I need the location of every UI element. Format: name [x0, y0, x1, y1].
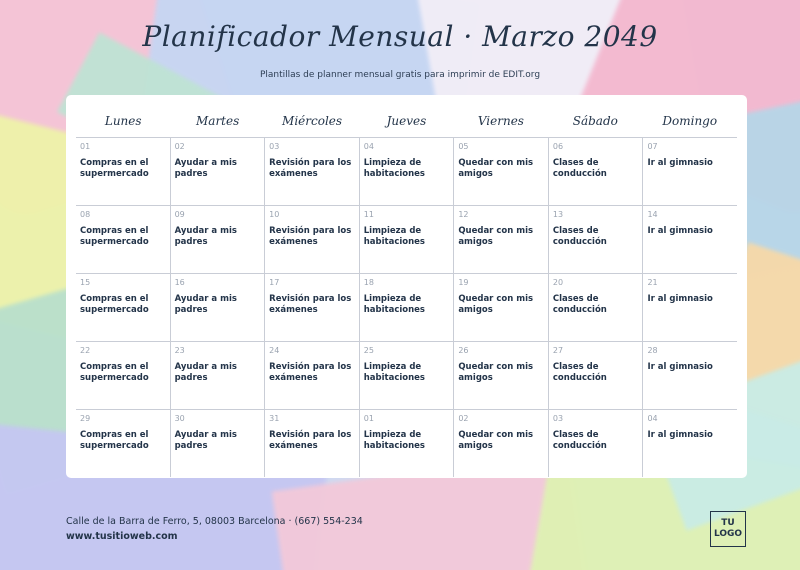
- day-task: Ayudar a mis padres: [174, 430, 237, 451]
- day-task: Compras en el supermercado: [80, 430, 149, 451]
- day-task: Limpieza de habitaciones: [363, 294, 425, 315]
- day-number: 08: [80, 210, 91, 219]
- day-task: Ir al gimnasio: [647, 294, 713, 304]
- day-number: 10: [269, 210, 280, 219]
- day-task: Quedar con mis amigos: [458, 294, 534, 315]
- weekday-header: Martes: [196, 114, 240, 128]
- calendar-week-row: [76, 273, 737, 341]
- day-number: 04: [363, 142, 374, 151]
- day-task: Ayudar a mis padres: [174, 294, 237, 315]
- day-task: Limpieza de habitaciones: [363, 362, 425, 383]
- day-number: 09: [174, 210, 185, 219]
- day-cell: [264, 138, 359, 205]
- day-task: Quedar con mis amigos: [458, 226, 534, 247]
- day-cell: [453, 410, 548, 477]
- day-cell: [642, 138, 737, 205]
- day-number: 03: [269, 142, 280, 151]
- day-cell: [642, 206, 737, 273]
- day-cell: [170, 138, 265, 205]
- day-cell: [76, 410, 170, 477]
- day-number: 06: [552, 142, 564, 151]
- day-number: 26: [458, 346, 469, 355]
- day-task: Clases de conducción: [552, 430, 607, 451]
- day-task: Ir al gimnasio: [647, 362, 713, 372]
- page-title: Planificador Mensual · Marzo 2049: [142, 20, 658, 53]
- logo-text-line2: LOGO: [713, 529, 743, 539]
- day-number: 27: [552, 346, 564, 355]
- day-cell: [642, 342, 737, 409]
- day-number: 24: [269, 346, 280, 355]
- day-task: Clases de conducción: [552, 158, 607, 179]
- weekday-header: Viernes: [477, 114, 524, 128]
- calendar-grid: [76, 105, 737, 477]
- footer-address: Calle de la Barra de Ferro, 5, 08003 Barcelona · (667) 554-234: [66, 516, 363, 527]
- day-cell: [359, 410, 454, 477]
- day-cell: [642, 274, 737, 341]
- day-task: Quedar con mis amigos: [458, 362, 534, 383]
- calendar-week-row: [76, 137, 737, 205]
- logo-placeholder: [710, 511, 746, 547]
- day-cell: [76, 206, 170, 273]
- day-number: 25: [363, 346, 374, 355]
- day-cell: [453, 274, 548, 341]
- day-cell: [548, 138, 643, 205]
- day-task: Revisión para los exámenes: [269, 158, 352, 179]
- day-task: Limpieza de habitaciones: [363, 158, 425, 179]
- day-number: 23: [174, 346, 185, 355]
- day-cell: [642, 410, 737, 477]
- day-number: 18: [363, 278, 374, 287]
- day-task: Ir al gimnasio: [647, 226, 713, 236]
- day-number: 29: [80, 414, 91, 423]
- weekday-header: Domingo: [662, 114, 718, 128]
- weekday-header: Jueves: [386, 114, 427, 128]
- day-number: 31: [269, 414, 280, 423]
- day-task: Revisión para los exámenes: [269, 430, 352, 451]
- day-task: Compras en el supermercado: [80, 226, 149, 247]
- day-task: Ayudar a mis padres: [174, 158, 237, 179]
- day-cell: [264, 206, 359, 273]
- weekday-header: Sábado: [572, 114, 618, 128]
- day-number: 22: [80, 346, 91, 355]
- day-number: 13: [552, 210, 564, 219]
- day-cell: [359, 274, 454, 341]
- day-number: 01: [80, 142, 91, 151]
- day-cell: [453, 206, 548, 273]
- day-task: Clases de conducción: [552, 294, 607, 315]
- day-task: Ir al gimnasio: [647, 158, 713, 168]
- day-task: Revisión para los exámenes: [269, 294, 352, 315]
- day-cell: [76, 274, 170, 341]
- day-cell: [453, 138, 548, 205]
- day-task: Quedar con mis amigos: [458, 430, 534, 451]
- day-cell: [548, 410, 643, 477]
- day-cell: [264, 342, 359, 409]
- day-number: 16: [174, 278, 185, 287]
- footer-website: www.tusitioweb.com: [66, 531, 178, 542]
- day-cell: [170, 342, 265, 409]
- day-cell: [264, 274, 359, 341]
- day-number: 11: [363, 210, 374, 219]
- day-cell: [359, 138, 454, 205]
- day-cell: [548, 206, 643, 273]
- day-number: 02: [458, 414, 469, 423]
- day-number: 28: [647, 346, 658, 355]
- day-cell: [170, 274, 265, 341]
- day-number: 07: [647, 142, 658, 151]
- day-number: 05: [458, 142, 469, 151]
- day-task: Revisión para los exámenes: [269, 226, 352, 247]
- day-number: 04: [647, 414, 658, 423]
- day-cell: [264, 410, 359, 477]
- day-number: 01: [363, 414, 374, 423]
- day-number: 30: [174, 414, 185, 423]
- day-cell: [453, 342, 548, 409]
- day-task: Clases de conducción: [552, 226, 607, 247]
- day-task: Quedar con mis amigos: [458, 158, 534, 179]
- day-number: 17: [269, 278, 280, 287]
- weekday-header: Miércoles: [282, 114, 343, 128]
- day-cell: [170, 206, 265, 273]
- day-cell: [76, 342, 170, 409]
- day-task: Compras en el supermercado: [80, 158, 149, 179]
- day-task: Ayudar a mis padres: [174, 362, 237, 383]
- day-cell: [170, 410, 265, 477]
- calendar-week-row: [76, 341, 737, 409]
- calendar-week-row: [76, 409, 737, 477]
- day-number: 19: [458, 278, 469, 287]
- calendar-weeks: [76, 137, 737, 477]
- day-task: Compras en el supermercado: [80, 362, 149, 383]
- day-cell: [359, 206, 454, 273]
- day-number: 12: [458, 210, 469, 219]
- day-number: 21: [647, 278, 658, 287]
- weekday-header-row: [76, 105, 737, 137]
- day-number: 20: [552, 278, 564, 287]
- day-task: Limpieza de habitaciones: [363, 430, 425, 451]
- day-number: 15: [80, 278, 91, 287]
- day-cell: [359, 342, 454, 409]
- day-task: Revisión para los exámenes: [269, 362, 352, 383]
- calendar-card: [66, 95, 747, 478]
- day-cell: [548, 342, 643, 409]
- logo-text-line1: TU: [721, 518, 735, 528]
- calendar-week-row: [76, 205, 737, 273]
- day-cell: [548, 274, 643, 341]
- day-number: 03: [552, 414, 564, 423]
- day-task: Compras en el supermercado: [80, 294, 149, 315]
- day-task: Ayudar a mis padres: [174, 226, 237, 247]
- day-task: Ir al gimnasio: [647, 430, 713, 440]
- weekday-header: Lunes: [104, 114, 142, 128]
- page-subtitle: Plantillas de planner mensual gratis para imprimir de EDIT.org: [259, 70, 541, 80]
- day-number: 02: [174, 142, 185, 151]
- day-task: Clases de conducción: [552, 362, 607, 383]
- day-cell: [76, 138, 170, 205]
- day-task: Limpieza de habitaciones: [363, 226, 425, 247]
- day-number: 14: [647, 210, 658, 219]
